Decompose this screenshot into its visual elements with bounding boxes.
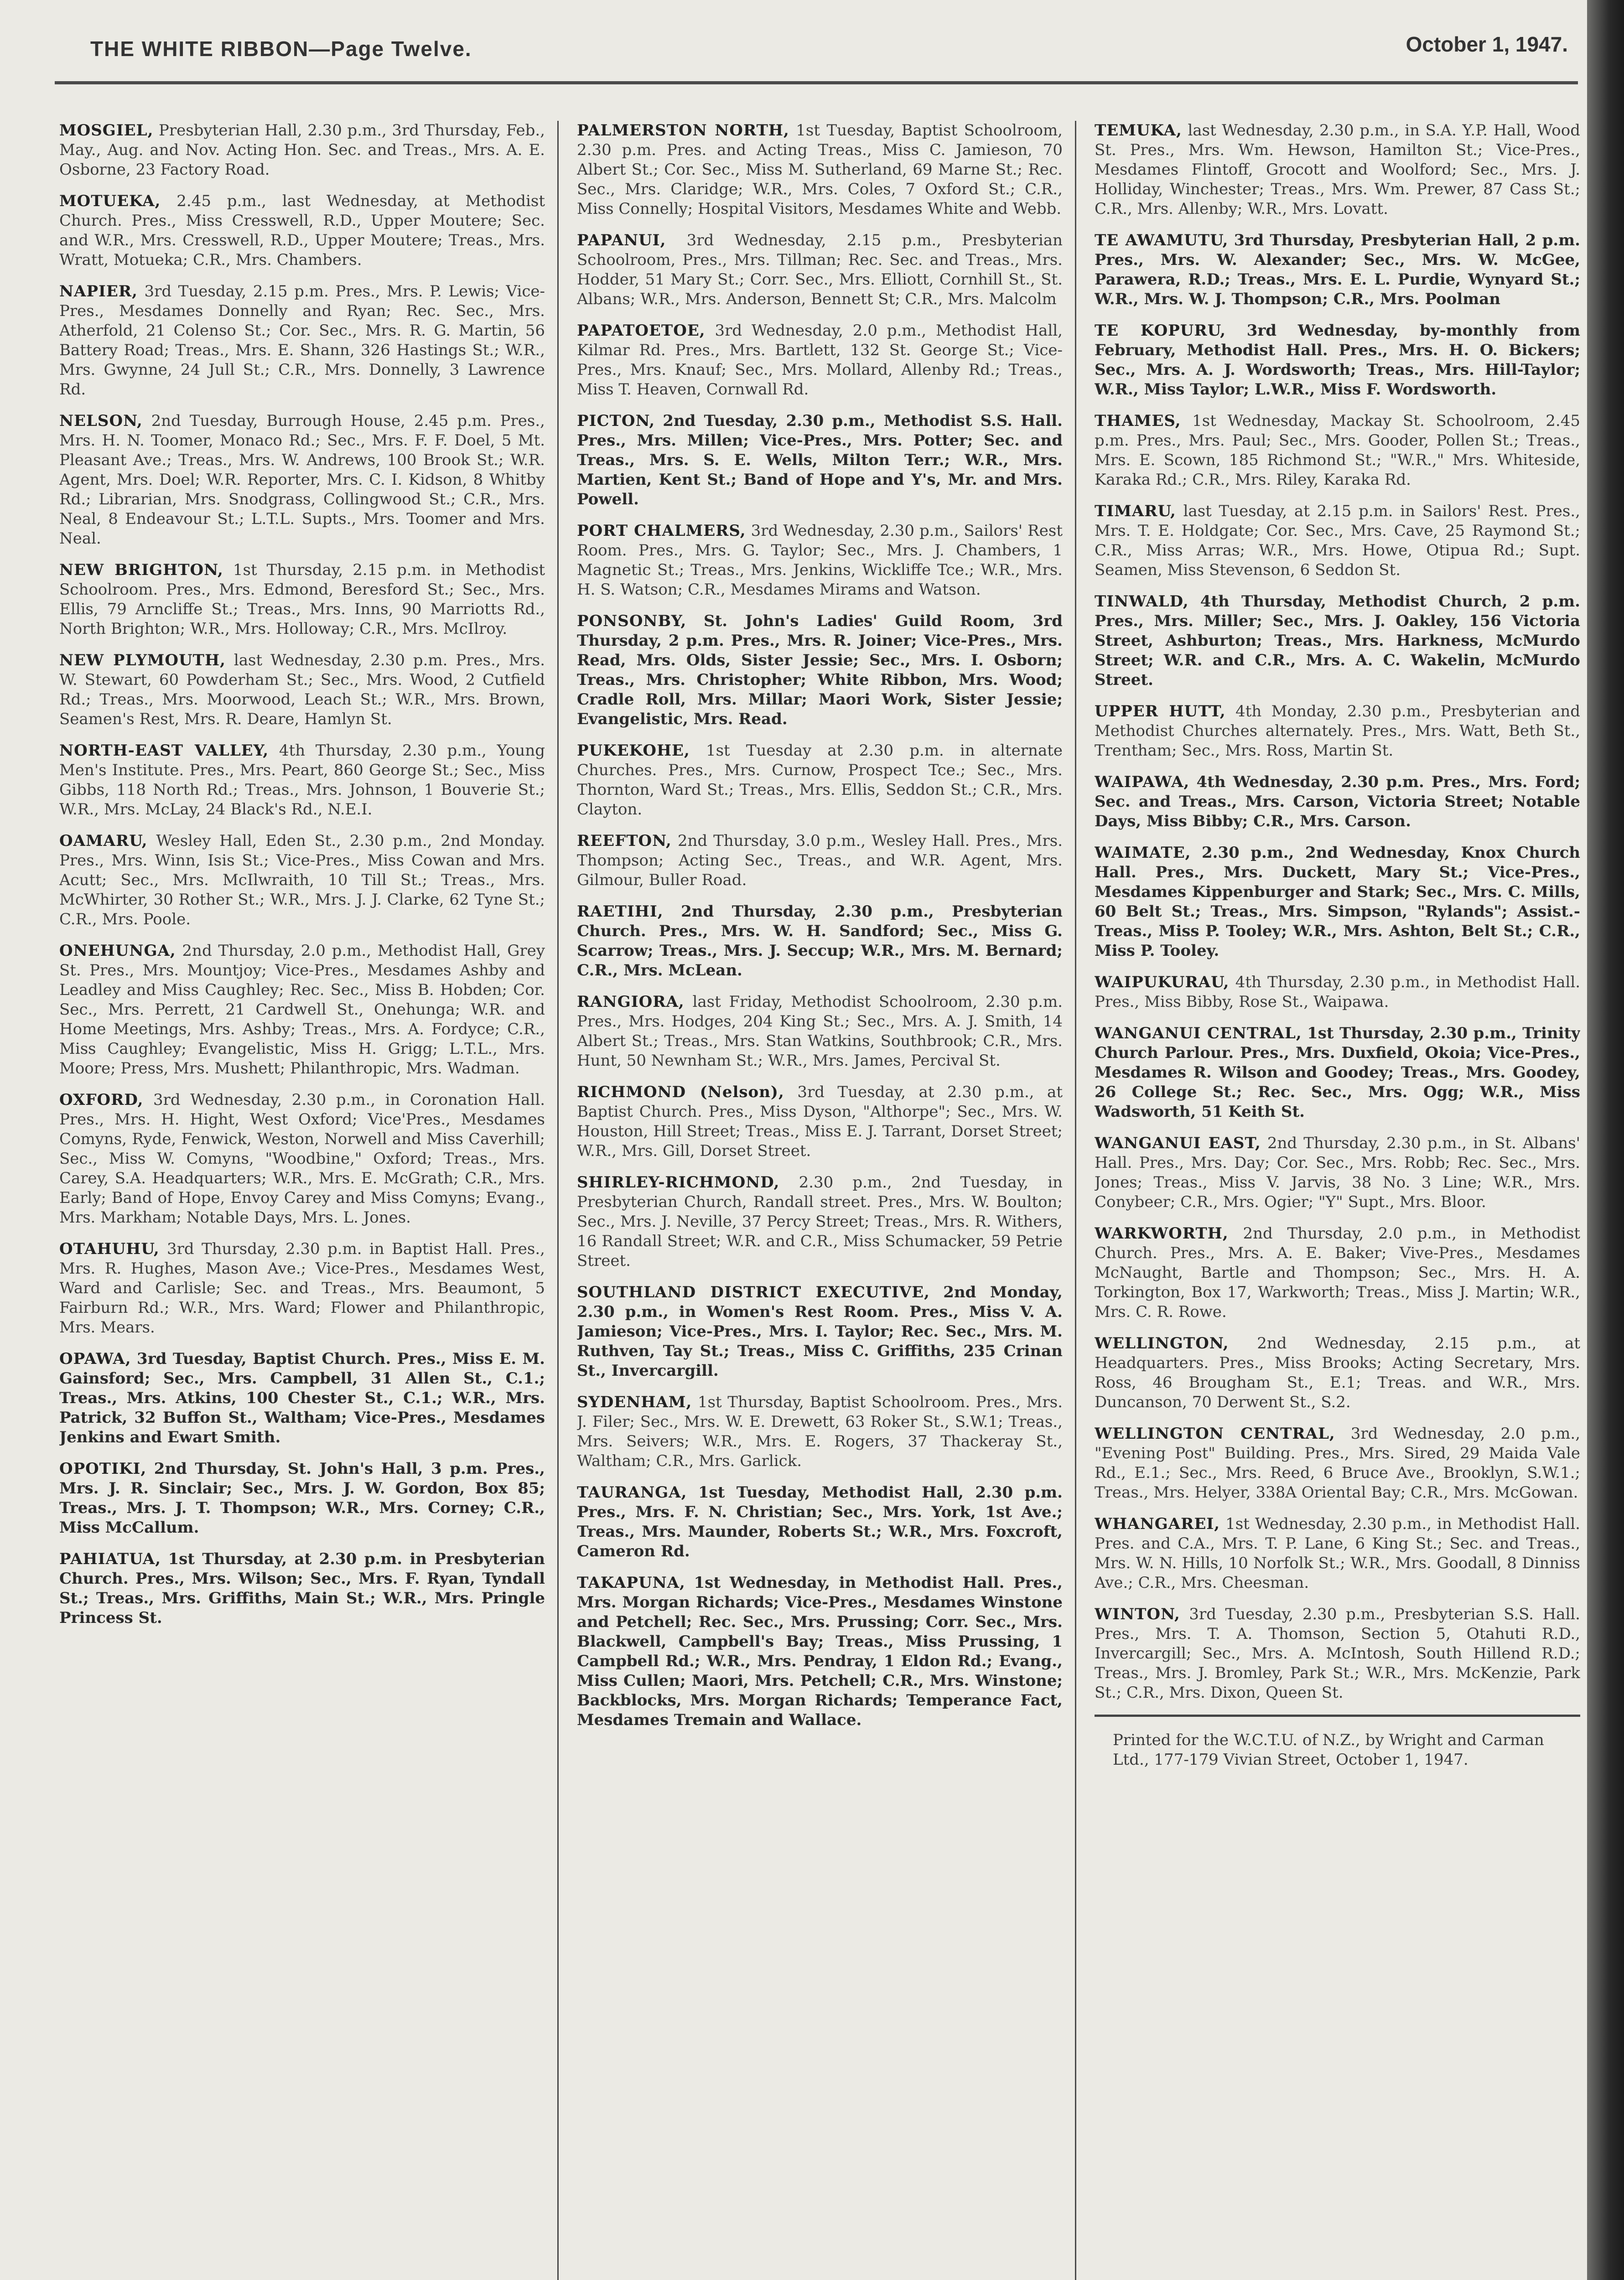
column-divider [557, 121, 559, 2280]
branch-name: SHIRLEY-RICHMOND, [577, 1173, 780, 1192]
branch-name: PUKEKOHE, [577, 741, 690, 760]
page-date: October 1, 1947. [1406, 32, 1568, 56]
branch-name: TAKAPUNA, [577, 1574, 685, 1592]
branch-name: SYDENHAM, [577, 1393, 692, 1411]
branch-entry [1095, 231, 1580, 309]
branch-details: 4th Monday, 2.30 p.m., Presbyterian and Methodist Churches alternately. Pres., Mrs. Watt, Beth St., Trentham; Sec., Mrs. Ross, Martin St. [1095, 702, 1580, 760]
branch-entry [577, 1283, 1063, 1381]
footer-rule [1095, 1715, 1580, 1717]
branch-name: RAETIHI, [577, 902, 664, 921]
branch-entry [59, 1549, 545, 1628]
branch-name: RICHMOND (Nelson), [577, 1083, 784, 1101]
branch-details: 3rd Tuesday, Baptist Church. Pres., Miss E. M. Gainsford; Sec., Mrs. Campbell, 31 Allen St., C.1.; Treas., Mrs. Atkins, 100 Chester St., C.1.; W.R., Mrs. Patrick, 32 Buffon St., Waltham; Vice-Pres., Mesdames Jenkins and Ewart Smith. [59, 1350, 545, 1446]
branch-entry [59, 741, 545, 819]
branch-details: 1st Thursday, 2.30 p.m., Trinity Church Parlour. Pres., Mrs. Duxfield, Okoia; Vice-Pres., Mesdames R. Wilson and Goodey; Treas., Mrs. Goodey, 26 College St.; Rec. Sec., Mrs. Ogg; W.R., Miss Wadsworth, 51 Keith St. [1095, 1024, 1580, 1121]
branch-entry [577, 1573, 1063, 1730]
branch-name: OAMARU, [59, 832, 148, 850]
branch-entry [1095, 973, 1580, 1012]
branch-details: last Wednesday, 2.30 p.m. Pres., Mrs. W. Stewart, 60 Powderham St.; Sec., Mrs. Wood, 2 Cutfield Rd.; Treas., Mrs. Moorwood, Leach St.; W.R., Mrs. Brown, Seamen's Rest, Mrs. R. Deare, Hamlyn St. [59, 651, 545, 728]
branch-name: SOUTHLAND DISTRICT EXECUTIVE, [577, 1283, 930, 1301]
branch-details: 2nd Tuesday, 2.30 p.m., Methodist S.S. Hall. Pres., Mrs. Millen; Vice-Pres., Mrs. Potter; Sec. and Treas., Mrs. S. E. Wells, Milton Terr.; W.R., Mrs. Martien, Kent St.; Band of Hope and Y's, Mr. and Mrs. Powell. [577, 412, 1063, 508]
branch-details: 3rd Wednesday, by-monthly from February, Methodist Hall. Pres., Mrs. H. O. Bickers; Sec., Mrs. A. J. Wordsworth; Treas., Mrs. Hill-Taylor; W.R., Miss Taylor; L.W.R., Miss F. Wordsworth. [1095, 321, 1580, 399]
branch-entry [577, 611, 1063, 729]
branch-details: 2nd Thursday, 2.30 p.m., in St. Albans' Hall. Pres., Mrs. Day; Cor. Sec., Mrs. Robb; Rec. Sec., Mrs. Jones; Treas., Miss V. Jarvis, 38 No. 3 Line; W.R., Mrs. Conybeer; C.R., Mrs. Ogier; "Y" Supt., Mrs. Bloor. [1095, 1134, 1580, 1211]
branch-entry [1095, 1424, 1580, 1503]
branch-name: OPOTIKI, [59, 1460, 147, 1478]
branch-details: 1st Tuesday, Methodist Hall, 2.30 p.m. Pres., Mrs. F. N. Christian; Sec., Mrs. York, 1st Ave.; Treas., Mrs. Maunder, Roberts St.; W.R., Mrs. Foxcroft, Cameron Rd. [577, 1483, 1063, 1560]
branch-name: ONEHUNGA, [59, 942, 176, 960]
branch-details: Wesley Hall, Eden St., 2.30 p.m., 2nd Monday. Pres., Mrs. Winn, Isis St.; Vice-Pres., Miss Cowan and Mrs. Acutt; Sec., Mrs. McIlwraith, 10 Till St.; Treas., Mrs. McWhirter, 30 Rother St.; W.R., Mrs. J. J. Clarke, 62 Tyne St.; C.R., Mrs. Poole. [59, 832, 545, 928]
branch-entry [59, 282, 545, 399]
branch-entry [1095, 772, 1580, 831]
branch-name: TAURANGA, [577, 1483, 687, 1502]
branch-entry [577, 321, 1063, 399]
branch-name: TE AWAMUTU, [1095, 231, 1229, 249]
branch-details: 1st Thursday, 2.15 p.m. in Methodist Schoolroom. Pres., Mrs. Edmond, Beresford St.; Sec., Mrs. Ellis, 79 Arncliffe St.; Treas., Mrs. Inns, 90 Marriotts Rd., North Brighton; W.R., Mrs. Holloway; C.R., Mrs. McIlroy. [59, 561, 545, 638]
branch-entry [59, 1239, 545, 1337]
branch-details: 1st Wednesday, in Methodist Hall. Pres., Mrs. Morgan Richards; Vice-Pres., Mesdames Winstone and Petchell; Rec. Sec., Mrs. Prussing; Corr. Sec., Mrs. Blackwell, Campbell's Bay; Treas., Miss Prussing, 1 Campbell Rd.; W.R., Mrs. Pendray, 1 Eldon Rd.; Evang., Miss Cullen; Maori, Mrs. Petchell; C.R., Mrs. Winstone; Backblocks, Mrs. Morgan Richards; Temperance Fact, Mesdames Tremain and Wallace. [577, 1574, 1063, 1729]
branch-name: WAIPUKURAU, [1095, 973, 1230, 991]
branch-entry [1095, 702, 1580, 761]
branch-name: WANGANUI EAST, [1095, 1134, 1261, 1152]
column-2 [577, 121, 1063, 2280]
branch-details: 1st Tuesday at 2.30 p.m. in alternate Churches. Pres., Mrs. Curnow, Prospect Tce.; Sec., Mrs. Thornton, Ward St.; Treas., Mrs. Ellis, Seddon St.; C.R., Mrs. Clayton. [577, 741, 1063, 819]
branch-name: TEMUKA, [1095, 121, 1182, 140]
branch-details: 2nd Thursday, 3.0 p.m., Wesley Hall. Pres., Mrs. Thompson; Acting Sec., Treas., and W.R. Agent, Mrs. Gilmour, Buller Road. [577, 832, 1063, 889]
branch-name: TINWALD, [1095, 592, 1189, 611]
branch-details: 4th Wednesday, 2.30 p.m. Pres., Mrs. Ford; Sec. and Treas., Mrs. Carson, Victoria Street; Notable Days, Miss Bibby; C.R., Mrs. Carson. [1095, 773, 1580, 830]
branch-name: PAPANUI, [577, 231, 666, 249]
branch-name: RANGIORA, [577, 993, 685, 1011]
column-3 [1095, 121, 1580, 2280]
branch-name: MOTUEKA, [59, 192, 161, 210]
branch-name: NELSON, [59, 412, 143, 430]
branch-details: 1st Tuesday, Baptist Schoolroom, 2.30 p.m. Pres. and Acting Treas., Miss C. Jamieson, 70 Albert St.; Cor. Sec., Miss M. Sutherland, 69 Marne St.; Rec. Sec., Mrs. Claridge; W.R., Mrs. Coles, 7 Oxford St.; C.R., Miss Connelly; Hospital Visitors, Mesdames White and Webb. [577, 121, 1063, 218]
branch-details: 3rd Thursday, Presbyterian Hall, 2 p.m. Pres., Mrs. W. Alexander; Sec., Mrs. W. McGee, Parawera, R.D.; Treas., Mrs. E. L. Purdie, Wynyard St.; W.R., Mrs. W. J. Thompson; C.R., Mrs. Poolman [1095, 231, 1580, 308]
branch-entry [1095, 1134, 1580, 1212]
branch-entry [1095, 1224, 1580, 1322]
branch-entry [1095, 502, 1580, 580]
branch-entry [1095, 121, 1580, 219]
branch-name: PONSONBY, [577, 612, 687, 630]
branch-name: WARKWORTH, [1095, 1224, 1229, 1243]
branch-name: WHANGAREI, [1095, 1515, 1220, 1533]
branch-details: 2.30 p.m., 2nd Wednesday, Knox Church Hall. Pres., Mrs. Duckett, Mary St.; Vice-Pres., Mesdames Kippenburger and Stark; Sec., Mrs. C. Mills, 60 Belt St.; Treas., Mrs. Simpson, "Rylands"; Assist.-Treas., Miss P. Tooley; W.R., Mrs. Ashton, Belt St.; C.R., Miss P. Tooley. [1095, 844, 1580, 960]
branch-details: Presbyterian Hall, 2.30 p.m., 3rd Thursday, Feb., May., Aug. and Nov. Acting Hon. Sec. and Treas., Mrs. A. E. Osborne, 23 Factory Road. [59, 121, 545, 179]
branch-entry [1095, 592, 1580, 690]
branch-details: 2nd Monday, 2.30 p.m., in Women's Rest Room. Pres., Miss V. A. Jamieson; Vice-Pres., Mrs. I. Taylor; Rec. Sec., Mrs. M. Ruthven, Tay St.; Treas., Miss C. Griffiths, 235 Crinan St., Invercargill. [577, 1283, 1063, 1380]
branch-entry [59, 651, 545, 729]
branch-name: REEFTON, [577, 832, 672, 850]
column-1 [59, 121, 545, 2280]
branch-entry [59, 831, 545, 929]
branch-details: 2.45 p.m., last Wednesday, at Methodist Church. Pres., Miss Cresswell, R.D., Upper Moutere; Sec. and W.R., Mrs. Cresswell, R.D., Upper Moutere; Treas., Mrs. Wratt, Motueka; C.R., Mrs. Chambers. [59, 192, 545, 269]
branch-entry [577, 1083, 1063, 1161]
branch-name: WANGANUI CENTRAL, [1095, 1024, 1302, 1042]
branch-directory [59, 121, 1580, 2280]
branch-details: 3rd Wednesday, 2.30 p.m., Sailors' Rest Room. Pres., Mrs. G. Taylor; Sec., Mrs. J. Chambers, 1 Magnetic St.; Treas., Mrs. Jenkins, Wickliffe Tce.; W.R., Mrs. H. S. Watson; C.R., Mesdames Mirams and Watson. [577, 522, 1063, 599]
branch-details: St. John's Ladies' Guild Room, 3rd Thursday, 2 p.m. Pres., Mrs. R. Joiner; Vice-Pres., Mrs. Read, Mrs. Olds, Sister Jessie; Sec., Mrs. I. Osborn; Treas., Mrs. Christopher; White Ribbon, Mrs. Wood; Cradle Roll, Mrs. Millar; Maori Work, Sister Jessie; Evangelistic, Mrs. Read. [577, 612, 1063, 728]
branch-entry [577, 902, 1063, 980]
branch-name: NORTH-EAST VALLEY, [59, 741, 269, 760]
branch-name: MOSGIEL, [59, 121, 154, 140]
branch-details: 3rd Wednesday, 2.15 p.m., Presbyterian Schoolroom, Pres., Mrs. Tillman; Rec. Sec. and Treas., Mrs. Hodder, 51 Mary St.; Corr. Sec., Mrs. Elliott, Cornhill St., St. Albans; W.R., Mrs. Anderson, Bennett St; C.R., Mrs. Malcolm [577, 231, 1063, 308]
branch-details: 2nd Thursday, 2.0 p.m., Methodist Hall, Grey St. Pres., Mrs. Mountjoy; Vice-Pres., Mesdames Ashby and Leadley and Miss Caughley; Rec. Sec., Miss B. Hobden; Cor. Sec., Mrs. Perrett, 21 Cardwell St., Onehunga; W.R. and Home Meetings, Mrs. Ashby; Treas., Mrs. A. Fordyce; C.R., Miss Caughley; Evangelistic, Miss H. Grigg; L.T.L., Mrs. Moore; Press, Mrs. Mushett; Philanthropic, Mrs. Wadman. [59, 942, 545, 1078]
branch-name: PORT CHALMERS, [577, 522, 746, 540]
branch-details: 3rd Wednesday, 2.30 p.m., in Coronation Hall. Pres., Mrs. H. Hight, West Oxford; Vice'Pres., Mesdames Comyns, Ryde, Fenwick, Weston, Norwell and Miss Caverhill; Sec., Miss W. Comyns, "Woodbine," Oxford; Treas., Mrs. Carey, S.A. Headquarters; W.R., Mrs. E. McGrath; C.R., Mrs. Early; Band of Hope, Envoy Carey and Miss Comyns; Evang., Mrs. Markham; Notable Days, Mrs. L. Jones. [59, 1091, 545, 1227]
branch-details: 1st Thursday, Baptist Schoolroom. Pres., Mrs. J. Filer; Sec., Mrs. W. E. Drewett, 63 Roker St., S.W.1; Treas., Mrs. Seivers; W.R., Mrs. E. Rogers, 37 Thackeray St., Waltham; C.R., Mrs. Garlick. [577, 1393, 1063, 1470]
branch-entry [59, 1349, 545, 1447]
branch-entry [1095, 321, 1580, 399]
page-edge [1587, 0, 1624, 2280]
branch-entry [1095, 1024, 1580, 1122]
branch-entry [59, 121, 545, 180]
branch-details: 4th Thursday, Methodist Church, 2 p.m. Pres., Mrs. Miller; Sec., Mrs. J. Oakley, 156 Victoria Street, Ashburton; Treas., Mrs. Harkness, McMurdo Street; W.R. and C.R., Mrs. A. C. Wakelin, McMurdo Street. [1095, 592, 1580, 689]
branch-entry [577, 1483, 1063, 1561]
branch-entry [577, 741, 1063, 819]
branch-details: 4th Thursday, 2.30 p.m., in Methodist Hall. Pres., Miss Bibby, Rose St., Waipawa. [1095, 973, 1580, 1011]
branch-name: OXFORD, [59, 1091, 144, 1109]
branch-name: TE KOPURU, [1095, 321, 1226, 340]
branch-name: OTAHUHU, [59, 1240, 160, 1258]
branch-entry [59, 192, 545, 270]
branch-details: 2nd Tuesday, Burrough House, 2.45 p.m. Pres., Mrs. H. N. Toomer, Monaco Rd.; Sec., Mrs. F. F. Doel, 5 Mt. Pleasant Ave.; Treas., Mrs. W. Andrews, 100 Brook St.; W.R. Agent, Mrs. Doel; W.R. Reporter, Mrs. C. I. Kidson, 8 Whitby Rd.; Librarian, Mrs. Snodgrass, Collingwood St.; C.R., Mrs. Neal, 8 Endeavour St.; L.T.L. Supts., Mrs. Toomer and Mrs. Neal. [59, 412, 545, 548]
branch-name: WELLINGTON, [1095, 1334, 1229, 1352]
branch-entry [577, 121, 1063, 219]
branch-name: WAIMATE, [1095, 844, 1191, 862]
branch-name: PAHIATUA, [59, 1550, 161, 1568]
branch-details: 1st Wednesday, 2.30 p.m., in Methodist Hall. Pres. and C.A., Mrs. T. P. Lane, 6 King St.; Sec. and Treas., Mrs. W. N. Hills, 10 Norfolk St.; W.R., Mrs. Goodall, 8 Dinniss Ave.; C.R., Mrs. Cheesman. [1095, 1515, 1580, 1592]
branch-name: NAPIER, [59, 282, 138, 301]
branch-details: 3rd Thursday, 2.30 p.m. in Baptist Hall. Pres., Mrs. R. Hughes, Mason Ave.; Vice-Pres., Mesdames West, Ward and Carlisle; Sec. and Treas., Mrs. Beaumont, 5 Fairburn Rd.; W.R., Mrs. Ward; Flower and Philanthropic, Mrs. Mears. [59, 1240, 545, 1337]
branch-details: 1st Thursday, at 2.30 p.m. in Presbyterian Church. Pres., Mrs. Wilson; Sec., Mrs. F. Ryan, Tyndall St.; Treas., Mrs. Griffiths, Main St.; W.R., Mrs. Pringle Princess St. [59, 1550, 545, 1627]
branch-entry [59, 411, 545, 549]
branch-entry [59, 941, 545, 1078]
branch-details: 3rd Tuesday, 2.30 p.m., Presbyterian S.S. Hall. Pres., Mrs. T. A. Thomson, Section 5, Otahuti R.D., Invercargill; Sec., Mrs. A. McIntosh, South Hillend R.D.; Treas., Mrs. J. Bromley, Park St.; W.R., Mrs. McKenzie, Park St.; C.R., Mrs. Dixon, Queen St. [1095, 1605, 1580, 1702]
branch-details: 2nd Thursday, 2.0 p.m., in Methodist Church. Pres., Mrs. A. E. Baker; Vive-Pres., Mesdames McNaught, Bartle and Thompson; Sec., Mrs. H. A. Torkington, Box 17, Warkworth; Treas., Miss J. Martin; W.R., Mrs. C. R. Rowe. [1095, 1224, 1580, 1321]
branch-entry [1095, 411, 1580, 490]
branch-entry [577, 1393, 1063, 1471]
branch-entry [577, 831, 1063, 890]
branch-entry [59, 560, 545, 639]
branch-details: last Friday, Methodist Schoolroom, 2.30 p.m. Pres., Mrs. Hodges, 204 King St.; Sec., Mrs. A. J. Smith, 14 Albert St.; Treas., Mrs. Stan Watkins, Southbrook; C.R., Mrs. Hunt, 50 Newnham St.; W.R., Mrs. James, Percival St. [577, 993, 1063, 1070]
branch-entry [1095, 1514, 1580, 1593]
branch-entry [577, 521, 1063, 600]
branch-details: 3rd Tuesday, 2.15 p.m. Pres., Mrs. P. Lewis; Vice-Pres., Mesdames Donnelly and Ryan; Rec. Sec., Mrs. Atherfold, 21 Colenso St.; Cor. Sec., Mrs. R. G. Martin, 56 Battery Road; Treas., Mrs. E. Shann, 326 Hastings St.; W.R., Mrs. Gwynne, 24 Jull St.; C.R., Mrs. Donnelly, 3 Lawrence Rd. [59, 282, 545, 399]
branch-entry [1095, 1605, 1580, 1703]
branch-name: PAPATOETOE, [577, 321, 706, 340]
branch-name: UPPER HUTT, [1095, 702, 1226, 720]
branch-name: WINTON, [1095, 1605, 1180, 1623]
printer-imprint: Printed for the W.C.T.U. of N.Z., by Wright and Carman Ltd., 177-179 Vivian Street, October 1, 1947. [1113, 1731, 1544, 1769]
page-title: THE WHITE RIBBON—Page Twelve. [90, 37, 472, 61]
branch-details: 1st Wednesday, Mackay St. Schoolroom, 2.45 p.m. Pres., Mrs. Paul; Sec., Mrs. Gooder, Pollen St.; Treas., Mrs. E. Scown, 185 Richmond St.; "W.R.," Mrs. Whiteside, Karaka Rd.; C.R., Mrs. Riley, Karaka Rd. [1095, 412, 1580, 489]
branch-details: 3rd Tuesday, at 2.30 p.m., at Baptist Church. Pres., Miss Dyson, "Althorpe"; Sec., Mrs. W. Houston, Hill Street; Treas., Miss E. J. Tarrant, Dorset Street; W.R., Mrs. Gill, Dorset Street. [577, 1083, 1063, 1160]
branch-entry [577, 1173, 1063, 1271]
header-rule [55, 81, 1578, 84]
branch-name: PICTON, [577, 412, 655, 430]
branch-name: WELLINGTON CENTRAL, [1095, 1425, 1335, 1443]
branch-details: 2nd Wednesday, 2.15 p.m., at Headquarters. Pres., Miss Brooks; Acting Secretary, Mrs. Ross, 46 Brougham St., E.1; Treas. and W.R., Mrs. Duncanson, 70 Derwent St., S.2. [1095, 1334, 1580, 1411]
branch-details: 4th Thursday, 2.30 p.m., Young Men's Institute. Pres., Mrs. Peart, 860 George St.; Sec., Miss Gibbs, 118 North Rd.; Treas., Mrs. Johnson, 1 Bouverie St.; W.R., Mrs. McLay, 24 Black's Rd., N.E.I. [59, 741, 545, 819]
branch-name: PALMERSTON NORTH, [577, 121, 789, 140]
branch-entry [577, 231, 1063, 309]
branch-details: last Tuesday, at 2.15 p.m. in Sailors' Rest. Pres., Mrs. T. E. Holdgate; Cor. Sec., Mrs. Cave, 25 Raymond St.; C.R., Miss Arras; W.R., Mrs. Howe, Otipua Rd.; Supt. Seamen, Miss Stevenson, 6 Seddon St. [1095, 502, 1580, 579]
branch-details: 2.30 p.m., 2nd Tuesday, in Presbyterian Church, Randall street. Pres., Mrs. W. Boulton; Sec., Mrs. J. Neville, 37 Percy Street; Treas., Mrs. R. Withers, 16 Randall Street; W.R. and C.R., Miss Schumacker, 59 Petrie Street. [577, 1173, 1063, 1270]
branch-name: TIMARU, [1095, 502, 1176, 520]
branch-name: NEW BRIGHTON, [59, 561, 223, 579]
branch-details: last Wednesday, 2.30 p.m., in S.A. Y.P. Hall, Wood St. Pres., Mrs. Wm. Hewson, Hamilton St.; Vice-Pres., Mesdames Flintoff, Grocott and Woolford; Sec., Mrs. J. Holliday, Winchester; Treas., Mrs. Wm. Prewer, 87 Cass St.; C.R., Mrs. Allenby; W.R., Mrs. Lovatt. [1095, 121, 1580, 218]
branch-name: NEW PLYMOUTH, [59, 651, 226, 669]
column-divider [1075, 121, 1076, 2280]
branch-name: WAIPAWA, [1095, 773, 1190, 791]
branch-entry [1095, 843, 1580, 961]
branch-details: 2nd Thursday, 2.30 p.m., Presbyterian Church. Pres., Mrs. W. H. Sandford; Sec., Miss G. Scarrow; Treas., Mrs. J. Seccup; W.R., Mrs. M. Bernard; C.R., Mrs. McLean. [577, 902, 1063, 979]
masthead [90, 32, 1568, 78]
branch-details: 3rd Wednesday, 2.0 p.m., "Evening Post" Building. Pres., Mrs. Sired, 29 Maida Vale Rd., E.1.; Sec., Mrs. Reed, 6 Bruce Ave., Brooklyn, S.W.1.; Treas., Mrs. Helyer, 338A Oriental Bay; C.R., Mrs. McGowan. [1095, 1425, 1580, 1502]
branch-entry [577, 992, 1063, 1071]
branch-name: THAMES, [1095, 412, 1181, 430]
branch-entry [59, 1459, 545, 1538]
branch-entry [59, 1090, 545, 1228]
branch-name: OPAWA, [59, 1350, 131, 1368]
branch-details: 2nd Thursday, St. John's Hall, 3 p.m. Pres., Mrs. J. R. Sinclair; Sec., Mrs. J. W. Gordon, Box 85; Treas., Mrs. J. T. Thompson; W.R., Mrs. Corney; C.R., Miss McCallum. [59, 1460, 545, 1537]
branch-details: 3rd Wednesday, 2.0 p.m., Methodist Hall, Kilmar Rd. Pres., Mrs. Bartlett, 132 St. George St.; Vice-Pres., Mrs. Knauf; Sec., Mrs. Mollard, Allenby Rd.; Treas., Miss T. Heaven, Cornwall Rd. [577, 321, 1063, 399]
branch-entry [1095, 1334, 1580, 1412]
branch-entry [577, 411, 1063, 509]
